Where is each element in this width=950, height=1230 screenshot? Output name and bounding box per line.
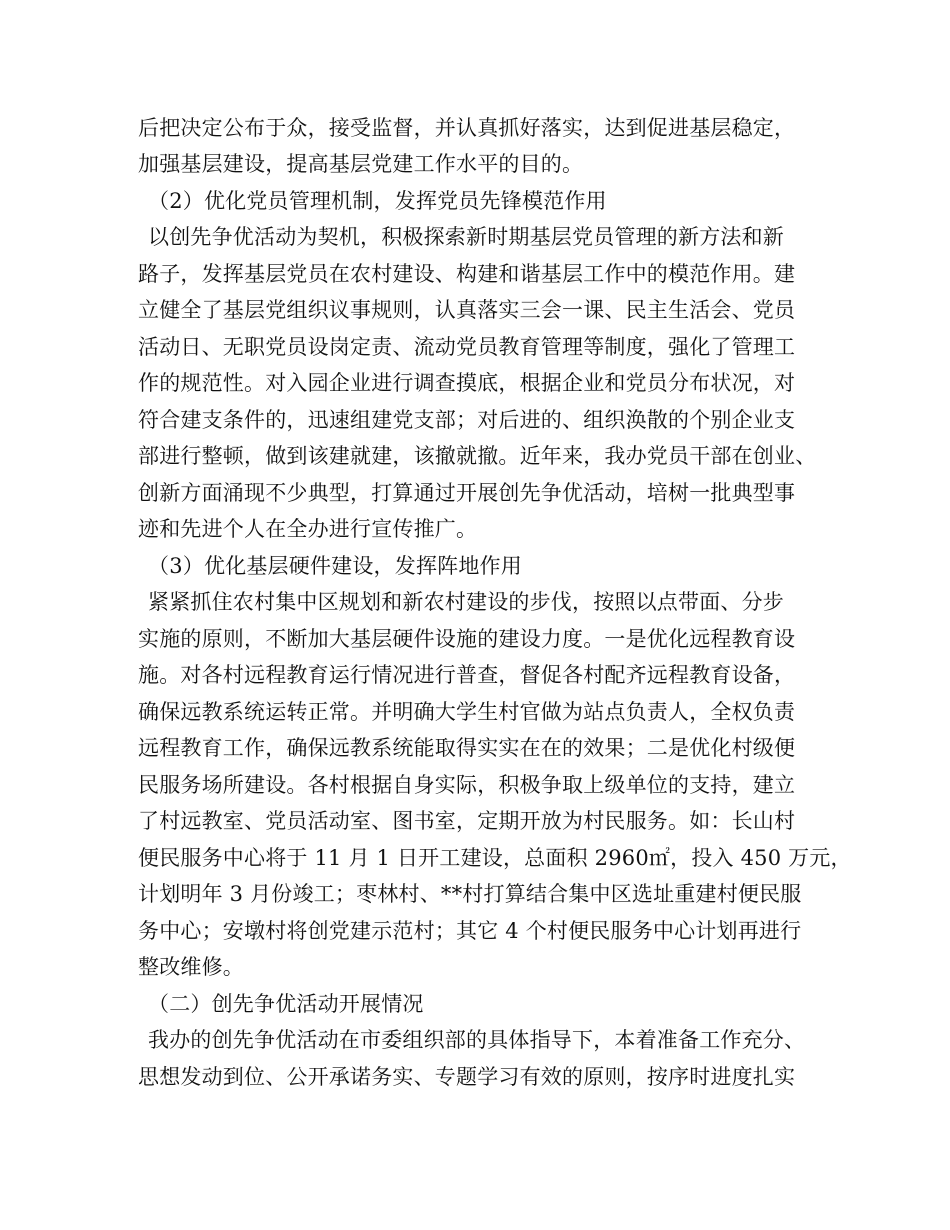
text-line: 紧紧抓住农村集中区规划和新农村建设的步伐，按照以点带面、分步 bbox=[148, 590, 784, 614]
text-line: 部进行整顿，做到该建就建，该撤就撤。近年来，我办党员干部在创业、 bbox=[138, 444, 817, 468]
text-line: 我办的创先争优活动在市委组织部的具体指导下，本着准备工作充分、 bbox=[148, 1028, 806, 1052]
section-heading: （2）优化党员管理机制，发挥党员先锋模范作用 bbox=[148, 189, 607, 213]
text-line: 确保远教系统运转正常。并明确大学生村官做为站点负责人，全权负责 bbox=[138, 700, 796, 724]
text-line: 后把决定公布于众，接受监督，并认真抓好落实，达到促进基层稳定， bbox=[138, 116, 796, 140]
text-line: 务中心；安墩村将创党建示范村；其它 4 个村便民服务中心计划再进行 bbox=[138, 919, 802, 943]
text-line: 民服务场所建设。各村根据自身实际，积极争取上级单位的支持，建立 bbox=[138, 773, 796, 797]
section-heading: （二）创先争优活动开展情况 bbox=[148, 992, 424, 1016]
text-line: 整改维修。 bbox=[138, 955, 244, 979]
text-line: 了村远教室、党员活动室、图书室，定期开放为村民服务。如：长山村 bbox=[138, 809, 796, 833]
text-line: 以创先争优活动为契机，积极探索新时期基层党员管理的新方法和新 bbox=[148, 225, 784, 249]
text-line: 计划明年 3 月份竣工；枣林村、**村打算结合集中区选址重建村便民服 bbox=[138, 882, 802, 906]
text-line: 创新方面涌现不少典型，打算通过开展创先争优活动，培树一批典型事 bbox=[138, 481, 796, 505]
text-line: 施。对各村远程教育运行情况进行普查，督促各村配齐远程教育设备， bbox=[138, 663, 796, 687]
text-line: 路子，发挥基层党员在农村建设、构建和谐基层工作中的模范作用。建 bbox=[138, 262, 796, 286]
text-line: 作的规范性。对入园企业进行调查摸底，根据企业和党员分布状况，对 bbox=[138, 371, 796, 395]
text-line: 便民服务中心将于 11 月 1 日开工建设，总面积 2960㎡，投入 450 万元， bbox=[138, 846, 852, 870]
text-line: 远程教育工作，确保远教系统能取得实实在在的效果；二是优化村级便 bbox=[138, 736, 796, 760]
text-line: 加强基层建设，提高基层党建工作水平的目的。 bbox=[138, 152, 584, 176]
text-line: 迹和先进个人在全办进行宣传推广。 bbox=[138, 517, 478, 541]
text-line: 实施的原则，不断加大基层硬件设施的建设力度。一是优化远程教育设 bbox=[138, 627, 796, 651]
text-line: 活动日、无职党员设岗定责、流动党员教育管理等制度，强化了管理工 bbox=[138, 335, 796, 359]
text-line: 立健全了基层党组织议事规则，认真落实三会一课、民主生活会、党员 bbox=[138, 298, 796, 322]
section-heading: （3）优化基层硬件建设，发挥阵地作用 bbox=[148, 554, 522, 578]
text-line: 符合建支条件的，迅速组建党支部；对后进的、组织涣散的个别企业支 bbox=[138, 408, 796, 432]
text-line: 思想发动到位、公开承诺务实、专题学习有效的原则，按序时进度扎实 bbox=[138, 1065, 796, 1089]
